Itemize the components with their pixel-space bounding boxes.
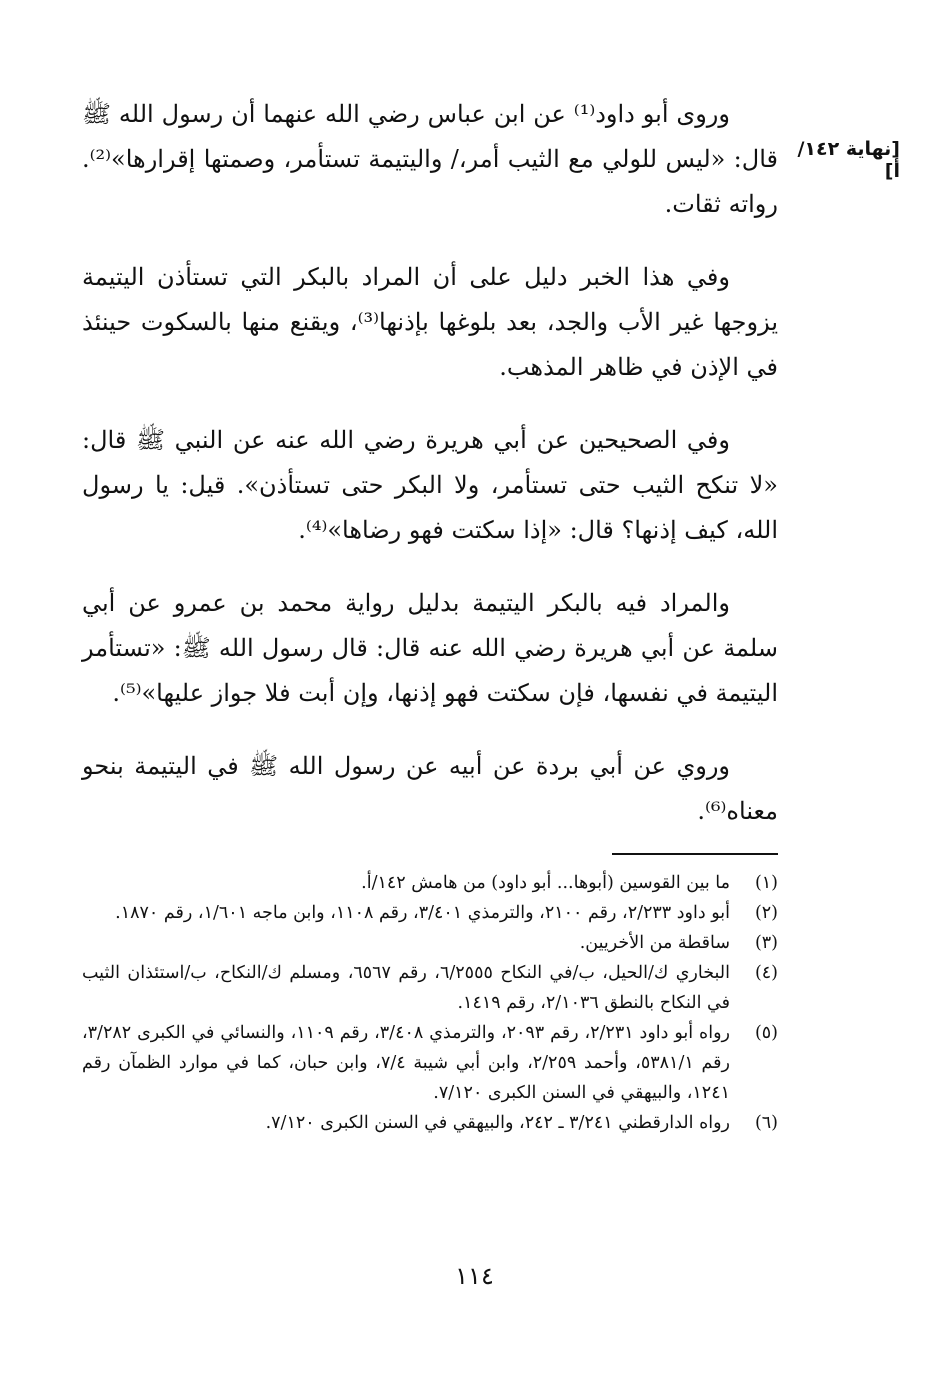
marginal-manuscript-note: [نهاية ١٤٢/أ]	[797, 138, 900, 182]
paragraph: وفي الصحيحين عن أبي هريرة رضي الله عنه عن النبي ﷺ قال: «لا تنكح الثيب حتى تستأمر، ولا البكر حتى تستأذن». قيل: يا رسول الله، كيف إذنها؟ قال: «إذا سكتت فهو رضاها»⁽⁴⁾.	[82, 426, 778, 544]
footnote	[82, 1108, 778, 1138]
footnote-number: (١)	[754, 873, 778, 893]
footnote	[82, 898, 778, 928]
footnote-number: (٥)	[754, 1023, 778, 1043]
footnote-text: البخاري ك/الحيل، ب/في النكاح ٦/٢٥٥٥، رقم ٦٥٦٧، ومسلم ك/النكاح، ب/استئذان الثيب في النكاح بالنطق ٢/١٠٣٦، رقم ١٤١٩.	[82, 963, 730, 1013]
footnote-number: (٣)	[754, 933, 778, 953]
footnote-number: (٦)	[754, 1113, 778, 1133]
footnote-text: ما بين القوسين (أبوها... أبو داود) من هامش ١٤٢/أ.	[361, 873, 730, 893]
paragraph: وفي هذا الخبر دليل على أن المراد بالبكر التي تستأذن اليتيمة يزوجها غير الأب والجد، بعد بلوغها بإذنها⁽³⁾، ويقنع منها بالسكوت حينئذ في الإذن في ظاهر المذهب.	[82, 263, 778, 381]
paragraph: وروي عن أبي بردة عن أبيه عن رسول الله ﷺ في اليتيمة بنحو معناه⁽⁶⁾.	[82, 752, 778, 825]
page-number: ١١٤	[455, 1262, 494, 1290]
footnote	[82, 958, 778, 1018]
paragraph: وروى أبو داود⁽¹⁾ عن ابن عباس رضي الله عنهما أن رسول الله ﷺ قال: «ليس للولي مع الثيب أمر،/ واليتيمة تستأمر، وصمتها إقرارها»⁽²⁾. رواته ثقات.	[82, 100, 778, 218]
footnote-text: رواه أبو داود ٢/٢٣١، رقم ٢٠٩٣، والترمذي ٣/٤٠٨، رقم ١١٠٩، والنسائي في الكبرى ٣/٢٨٢، رقم ٥٣٨١/١، وأحمد ٢/٢٥٩، وابن أبي شيبة ٧/٤، وابن حبان، كما في موارد الظمآن رقم ١٢٤١، والبيهقي في السنن الكبرى ٧/١٢٠.	[82, 1023, 730, 1103]
footnote-separator	[612, 853, 778, 855]
footnote-text: أبو داود ٢/٢٣٣، رقم ٢١٠٠، والترمذي ٣/٤٠١، رقم ١١٠٨، وابن ماجه ١/٦٠١، رقم ١٨٧٠.	[115, 903, 730, 923]
footnote-text: ساقطة من الأخريين.	[579, 933, 730, 953]
footnote-number: (٤)	[754, 963, 778, 983]
footnotes	[82, 868, 778, 1138]
main-text	[82, 92, 778, 862]
footnote	[82, 1018, 778, 1108]
footnote	[82, 928, 778, 958]
footnote	[82, 868, 778, 898]
footnote-number: (٢)	[754, 903, 778, 923]
paragraph: والمراد فيه بالبكر اليتيمة بدليل رواية محمد بن عمرو عن أبي سلمة عن أبي هريرة رضي الله عنه قال: قال رسول الله ﷺ: «تستأمر اليتيمة في نفسها، فإن سكتت فهو إذنها، وإن أبت فلا جواز عليها»⁽⁵⁾.	[82, 589, 778, 707]
footnote-text: رواه الدارقطني ٣/٢٤١ ـ ٢٤٢، والبيهقي في السنن الكبرى ٧/١٢٠.	[265, 1113, 730, 1133]
